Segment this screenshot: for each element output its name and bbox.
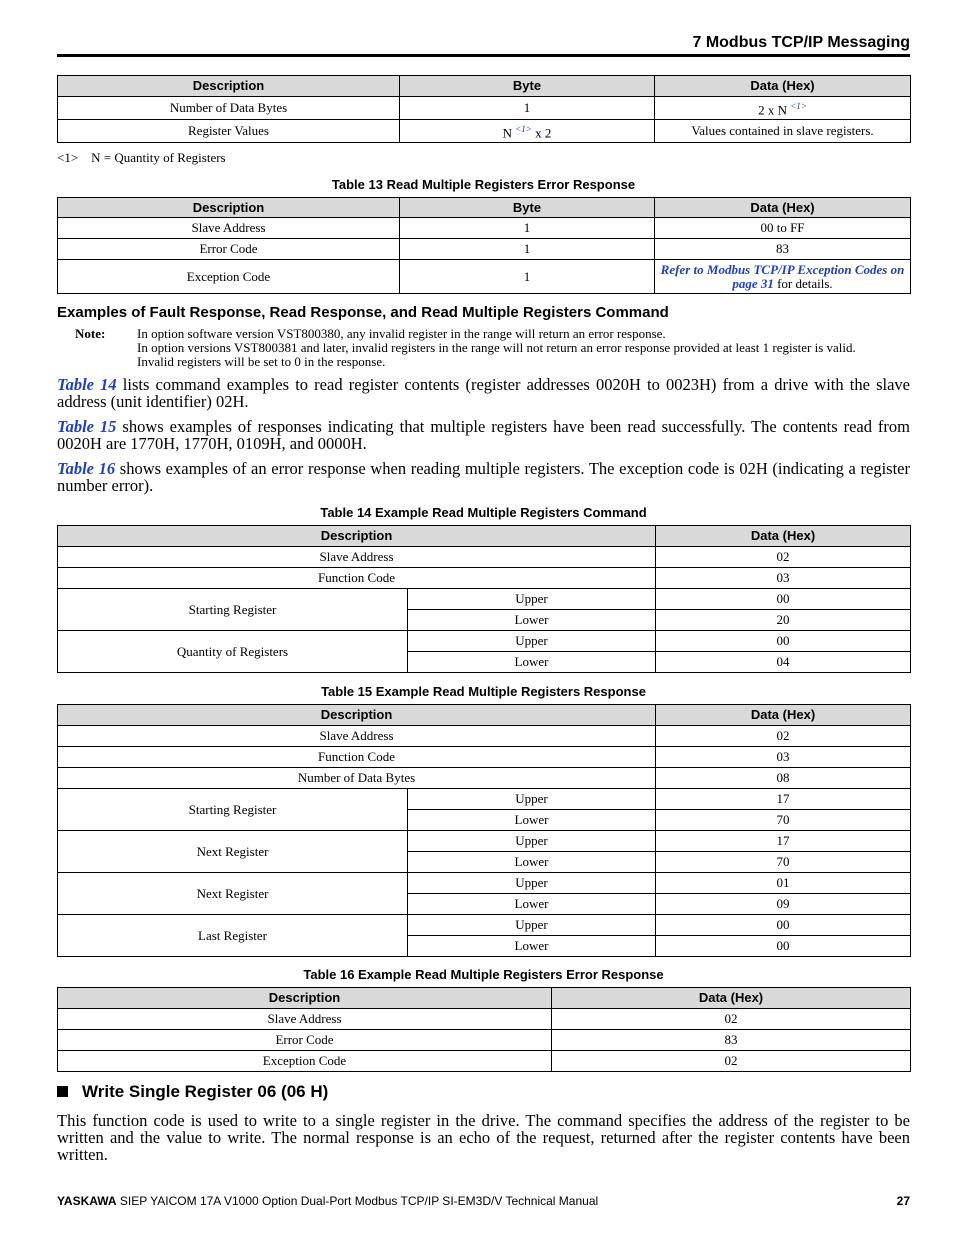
cell-data: 70 [656, 852, 911, 873]
cell-data: 02 [656, 547, 911, 568]
cell-data [655, 260, 911, 294]
cell-data: 00 [656, 936, 911, 957]
footnote-mark: <1> [57, 150, 79, 165]
cell-description: Register Values [58, 120, 400, 143]
column-header: Description [58, 526, 656, 547]
note-line: In option software version VST800380, any invalid register in the range will return an error response. [137, 326, 666, 341]
paragraph-text: lists command examples to read register contents (register addresses 0020H to 0023H) from a drive with the slave address (unit identifier) 02H. [57, 375, 910, 411]
cell-description: Error Code [58, 1030, 552, 1051]
column-header: Description [58, 198, 400, 218]
cell-description: Number of Data Bytes [58, 97, 400, 120]
column-header: Data (Hex) [655, 198, 911, 218]
column-header: Byte [400, 198, 655, 218]
table-row [58, 873, 911, 894]
paragraph-table16-ref [57, 460, 910, 494]
cell-sub: Upper [408, 589, 656, 610]
table-row [58, 239, 911, 260]
cell-data: 00 to FF [655, 218, 911, 239]
table-15-link[interactable]: Table 15 [57, 417, 117, 436]
cell-description: Error Code [58, 239, 400, 260]
cell-data: 02 [552, 1051, 911, 1072]
table-row [58, 120, 911, 143]
cell-description: Exception Code [58, 260, 400, 294]
table-row [58, 1009, 911, 1030]
cell-data: 03 [656, 747, 911, 768]
cell-description: Starting Register [58, 589, 408, 631]
table-row [58, 768, 911, 789]
cell-data: 01 [656, 873, 911, 894]
cell-sub: Upper [408, 831, 656, 852]
table-16-caption: Table 16 Example Read Multiple Registers Error Response [303, 967, 664, 982]
cell-data-suffix: for details. [777, 275, 833, 291]
cell-description: Number of Data Bytes [58, 768, 656, 789]
cell-data: 17 [656, 789, 911, 810]
cell-sub: Lower [408, 652, 656, 673]
table-13-caption: Table 13 Read Multiple Registers Error Response [331, 177, 636, 192]
section-heading [57, 1082, 328, 1102]
cell-data: 02 [552, 1009, 911, 1030]
table-row [58, 915, 911, 936]
cell-byte-pre: N [502, 125, 512, 141]
page-number: 27 [896, 1194, 910, 1208]
cell-data: 04 [656, 652, 911, 673]
table-row [58, 789, 911, 810]
table-12-continued [57, 75, 911, 143]
table-row [58, 631, 911, 652]
cell-byte [400, 120, 655, 143]
table-row [58, 589, 911, 610]
table-16-link[interactable]: Table 16 [57, 459, 116, 478]
header-rule [57, 54, 910, 57]
cell-data: 20 [656, 610, 911, 631]
table-row [58, 547, 911, 568]
cell-data: 70 [656, 810, 911, 831]
cell-description: Exception Code [58, 1051, 552, 1072]
table-footnote [57, 150, 226, 166]
table-14-caption: Table 14 Example Read Multiple Registers Command [320, 505, 647, 520]
footer-brand: YASKAWA [57, 1194, 117, 1208]
table-14-link[interactable]: Table 14 [57, 375, 117, 394]
table-16 [57, 987, 911, 1072]
table-14 [57, 525, 911, 673]
column-header: Data (Hex) [656, 526, 911, 547]
column-header: Data (Hex) [655, 76, 911, 97]
cell-data: Values contained in slave registers. [655, 120, 911, 143]
cell-description: Starting Register [58, 789, 408, 831]
cell-sub: Upper [408, 915, 656, 936]
paragraph-table14-ref [57, 376, 910, 410]
cell-sub: Lower [408, 894, 656, 915]
column-header: Data (Hex) [552, 988, 911, 1009]
table-row [58, 218, 911, 239]
footer-text: SIEP YAICOM 17A V1000 Option Dual-Port Modbus TCP/IP SI-EM3D/V Technical Manual [119, 1194, 599, 1208]
table-row [58, 726, 911, 747]
cell-data-text: 2 x N [758, 102, 787, 118]
cell-sub: Upper [408, 873, 656, 894]
cell-description: Quantity of Registers [58, 631, 408, 673]
cell-description: Slave Address [58, 218, 400, 239]
table-row [58, 831, 911, 852]
cell-data: 02 [656, 726, 911, 747]
paragraph-text: shows examples of an error response when reading multiple registers. The exception code is 02H (indicating a register number error). [57, 459, 911, 495]
section-bullet-icon [57, 1086, 68, 1097]
cell-byte: 1 [400, 239, 655, 260]
page-header-title: 7 Modbus TCP/IP Messaging [692, 34, 910, 51]
cell-data: 00 [656, 631, 911, 652]
table-15 [57, 704, 911, 957]
cell-description: Slave Address [58, 726, 656, 747]
examples-heading: Examples of Fault Response, Read Response, and Read Multiple Registers Command [57, 304, 669, 321]
column-header: Description [58, 988, 552, 1009]
cell-data: 83 [552, 1030, 911, 1051]
cell-sub: Upper [408, 631, 656, 652]
cell-sub: Lower [408, 936, 656, 957]
section-title: Write Single Register 06 (06 H) [82, 1082, 329, 1101]
cell-byte: 1 [400, 97, 655, 120]
paragraph-table15-ref [57, 418, 910, 452]
cell-data: 17 [656, 831, 911, 852]
cell-data: 03 [656, 568, 911, 589]
note-line: Invalid registers will be set to 0 in the response. [137, 354, 386, 369]
table-row [58, 97, 911, 120]
section-body: This function code is used to write to a single register in the drive. The command specifies the address of the register to be written and the value to write. The normal response is an echo of the request, returned after the register contents have been written. [57, 1111, 910, 1164]
table-row [58, 747, 911, 768]
paragraph-text: shows examples of responses indicating that multiple registers have been read successfully. The contents read from 0020H are 1770H, 1770H, 0109H, and 0000H. [57, 417, 911, 453]
cell-sub: Lower [408, 610, 656, 631]
cell-description: Function Code [58, 747, 656, 768]
cell-sub: Upper [408, 789, 656, 810]
cell-data: 83 [655, 239, 911, 260]
cell-description: Next Register [58, 873, 408, 915]
table-13 [57, 197, 911, 294]
table-row [58, 1051, 911, 1072]
cell-data [655, 97, 911, 120]
cell-byte: 1 [400, 260, 655, 294]
cell-sub: Lower [408, 852, 656, 873]
column-header: Description [58, 76, 400, 97]
column-header: Byte [400, 76, 655, 97]
cell-data: 00 [656, 915, 911, 936]
cell-description: Last Register [58, 915, 408, 957]
table-15-caption: Table 15 Example Read Multiple Registers Response [321, 684, 646, 699]
cell-description: Function Code [58, 568, 656, 589]
table-row [58, 568, 911, 589]
footnote-text: N = Quantity of Registers [91, 150, 226, 165]
cell-sub: Lower [408, 810, 656, 831]
cell-data: 08 [656, 768, 911, 789]
column-header: Description [58, 705, 656, 726]
cell-data: 00 [656, 589, 911, 610]
note-line: In option versions VST800381 and later, invalid registers in the range will not return an error response provided at least 1 register is valid. [137, 340, 856, 355]
note-lines [137, 327, 917, 369]
cell-byte: 1 [400, 218, 655, 239]
cell-description: Next Register [58, 831, 408, 873]
footnote-link[interactable]: <1> [790, 100, 807, 111]
cell-description: Slave Address [58, 547, 656, 568]
footnote-link[interactable]: <1> [515, 123, 532, 134]
page-footer [57, 1194, 910, 1208]
cell-byte-post: x 2 [535, 125, 552, 141]
exception-codes-link[interactable]: Refer to Modbus TCP/IP Exception Codes on page 31 [660, 261, 905, 291]
column-header: Data (Hex) [656, 705, 911, 726]
table-row [58, 1030, 911, 1051]
table-row [58, 260, 911, 294]
note-label: Note: [75, 326, 106, 341]
cell-data: 09 [656, 894, 911, 915]
cell-description: Slave Address [58, 1009, 552, 1030]
